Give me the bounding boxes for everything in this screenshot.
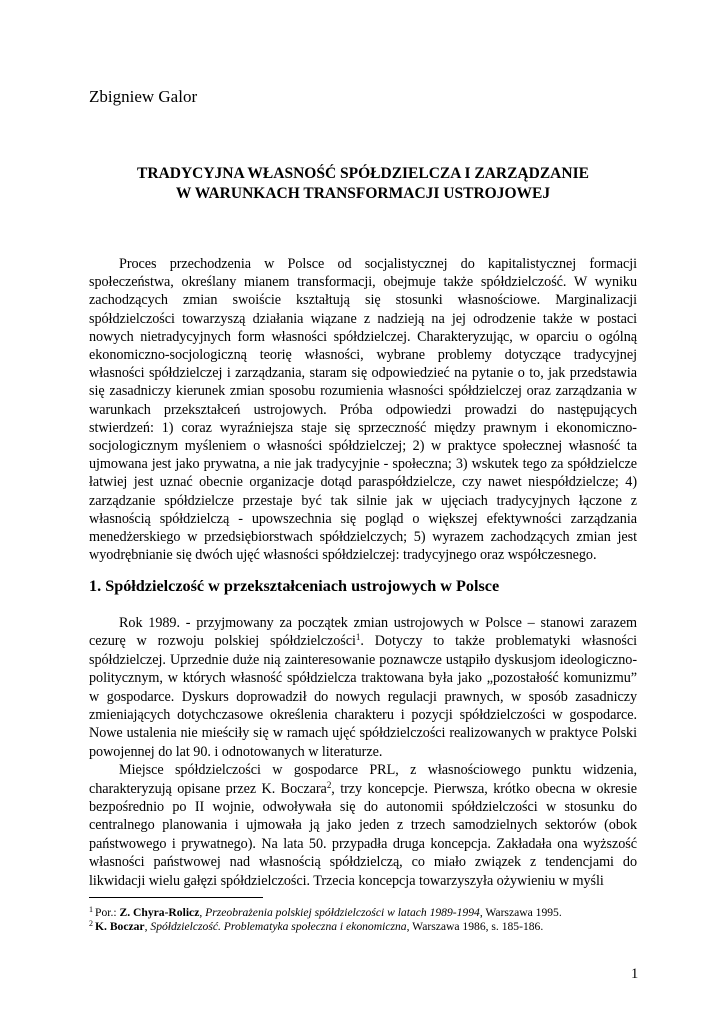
paragraph-text: Rok 1989. - przyjmowany za początek zmian ustrojowych w Polsce – stanowi zarazem cezurę w rozwoju polskiej spółdzielczości: [89, 615, 637, 650]
section-heading: 1. Spółdzielczość w przekształceniach ustrojowych w Polsce: [89, 577, 500, 595]
footnotes: [89, 906, 637, 934]
footnote-separator: [89, 897, 263, 898]
title-line-2: W WARUNKACH TRANSFORMACJI USTROJOWEJ: [175, 185, 551, 202]
footnote-work-title: Przeobrażenia polskiej spółdzielczości w latach 1989-1994: [205, 906, 480, 919]
paragraph-text: Miejsce spółdzielczości w gospodarce PRL, z własnościowego punktu widzenia, charakteryzują opisane przez K. Boczara: [89, 762, 637, 797]
footnote-ref[interactable]: 2: [326, 779, 332, 790]
abstract-paragraph: Proces przechodzenia w Polsce od socjalistycznej do kapitalistycznej formacji społeczeństwa, określany mianem transformacji, obejmuje także spółdzielczość. W wyniku zachodzących zmian swoiście kształtują się stosunki własnościowe. Marginalizacji spółdzielczości towarzyszą działania wiązane z nadzieją na jej odrodzenie także w postaci nowych nietradycyjnych form własności spółdzielczej. Charakteryzując, w oparciu o ogólną ekonomiczno-socjologiczną teorię własności, wybrane problemy dotyczące tradycyjnej własności spółdzielczej i zarządzania, staram się odpowiedzieć na pytanie o to, jak przedstawia się zasadniczy kierunek zmian sposobu rozumienia własności spółdzielczej oraz zarządzania w warunkach przekształceń ustrojowych. Próba odpowiedzi prowadzi do następujących stwierdzeń: 1) coraz wyraźniejsza staje się sprzeczność między prawnym i ekonomiczno-socjologicznym myśleniem o własności spółdzielczej; 2) w praktyce społecznej własność ta ujmowana jest jako prywatna, a nie jak tradycyjnie - społeczna; 3) wskutek tego za spółdzielcze łatwiej jest uznać obecnie organizacje dotąd paraspółdzielcze, czy nawet niespółdzielcze; 4) zarządzanie spółdzielcze przestaje być tak silnie jak w ujęciach tradycyjnych łączone z własnością spółdzielczą - upowszechnia się pogląd o większej efektywności zarządzania menedżerskiego w przedsiębiorstwach spółdzielczych; 5) wyrazem zachodzących zmian jest wyodrębnianie się dwóch ujęć własności spółdzielczej: tradycyjnego oraz współczesnego.: [89, 256, 637, 564]
body-paragraph: [89, 614, 637, 761]
title-line-1: TRADYCYJNA WŁASNOŚĆ SPÓŁDZIELCZA I ZARZĄDZANIE: [137, 165, 589, 182]
page-number: 1: [631, 966, 639, 982]
footnote-separator-text: ,: [144, 920, 151, 933]
footnote-author: Z. Chyra-Rolicz: [119, 906, 200, 919]
footnote-separator-text: ,: [199, 906, 206, 919]
section-body: [89, 614, 637, 890]
footnote-prefix: Por.:: [95, 906, 120, 919]
footnote-details: , Warszawa 1995.: [479, 906, 562, 919]
paragraph-text: . Dotyczy to także problematyki własności spółdzielczej. Uprzednie duże nią zainteresowanie poznawcze ustąpiło dyskusjom ideologiczno-politycznym, w których własność spółdzielcza traktowana była jako „pozostałość komunizmu” w gospodarce. Dyskurs doprowadził do nowych regulacji prawnych, w sposób zasadniczy zmieniających dotychczasowe określenia charakteru i pozycji spółdzielczości w gospodarce. Nowe ustalenia nie mieściły się w ramach ujęć spółdzielczości realizowanych w praktyce Polski powojennej do lat 90. i odnotowanych w literaturze.: [89, 633, 637, 760]
footnote-number: 1: [89, 905, 93, 914]
paragraph-text: , trzy koncepcje. Pierwsza, krótko obecna w okresie bezpośrednio po II wojnie, odwoływała się do autonomii spółdzielczości w stosunku do centralnego planowania i ujmowała ją jako jeden z trzech samodzielnych sektorów (obok państwowego i prywatnego). Na lata 50. przypadła druga koncepcja. Zakładała ona wyższość własności państwowej nad własnością spółdzielczą, co miało związek z tendencjami do likwidacji wielu gałęzi spółdzielczości. Trzecia koncepcja towarzyszyła ożywieniu w myśli: [89, 780, 637, 889]
footnote: [89, 906, 637, 920]
footnote-number: 2: [89, 919, 93, 928]
article-title: [89, 164, 637, 204]
footnote-details: , Warszawa 1986, s. 185-186.: [406, 920, 544, 933]
author-name: Zbigniew Galor: [89, 87, 198, 106]
body-paragraph: [89, 761, 637, 890]
footnote-ref[interactable]: 1: [355, 632, 361, 643]
footnote: [89, 920, 637, 934]
footnote-work-title: Spółdzielczość. Problematyka społeczna i ekonomiczna: [150, 920, 407, 933]
footnote-author: K. Boczar: [95, 920, 145, 933]
